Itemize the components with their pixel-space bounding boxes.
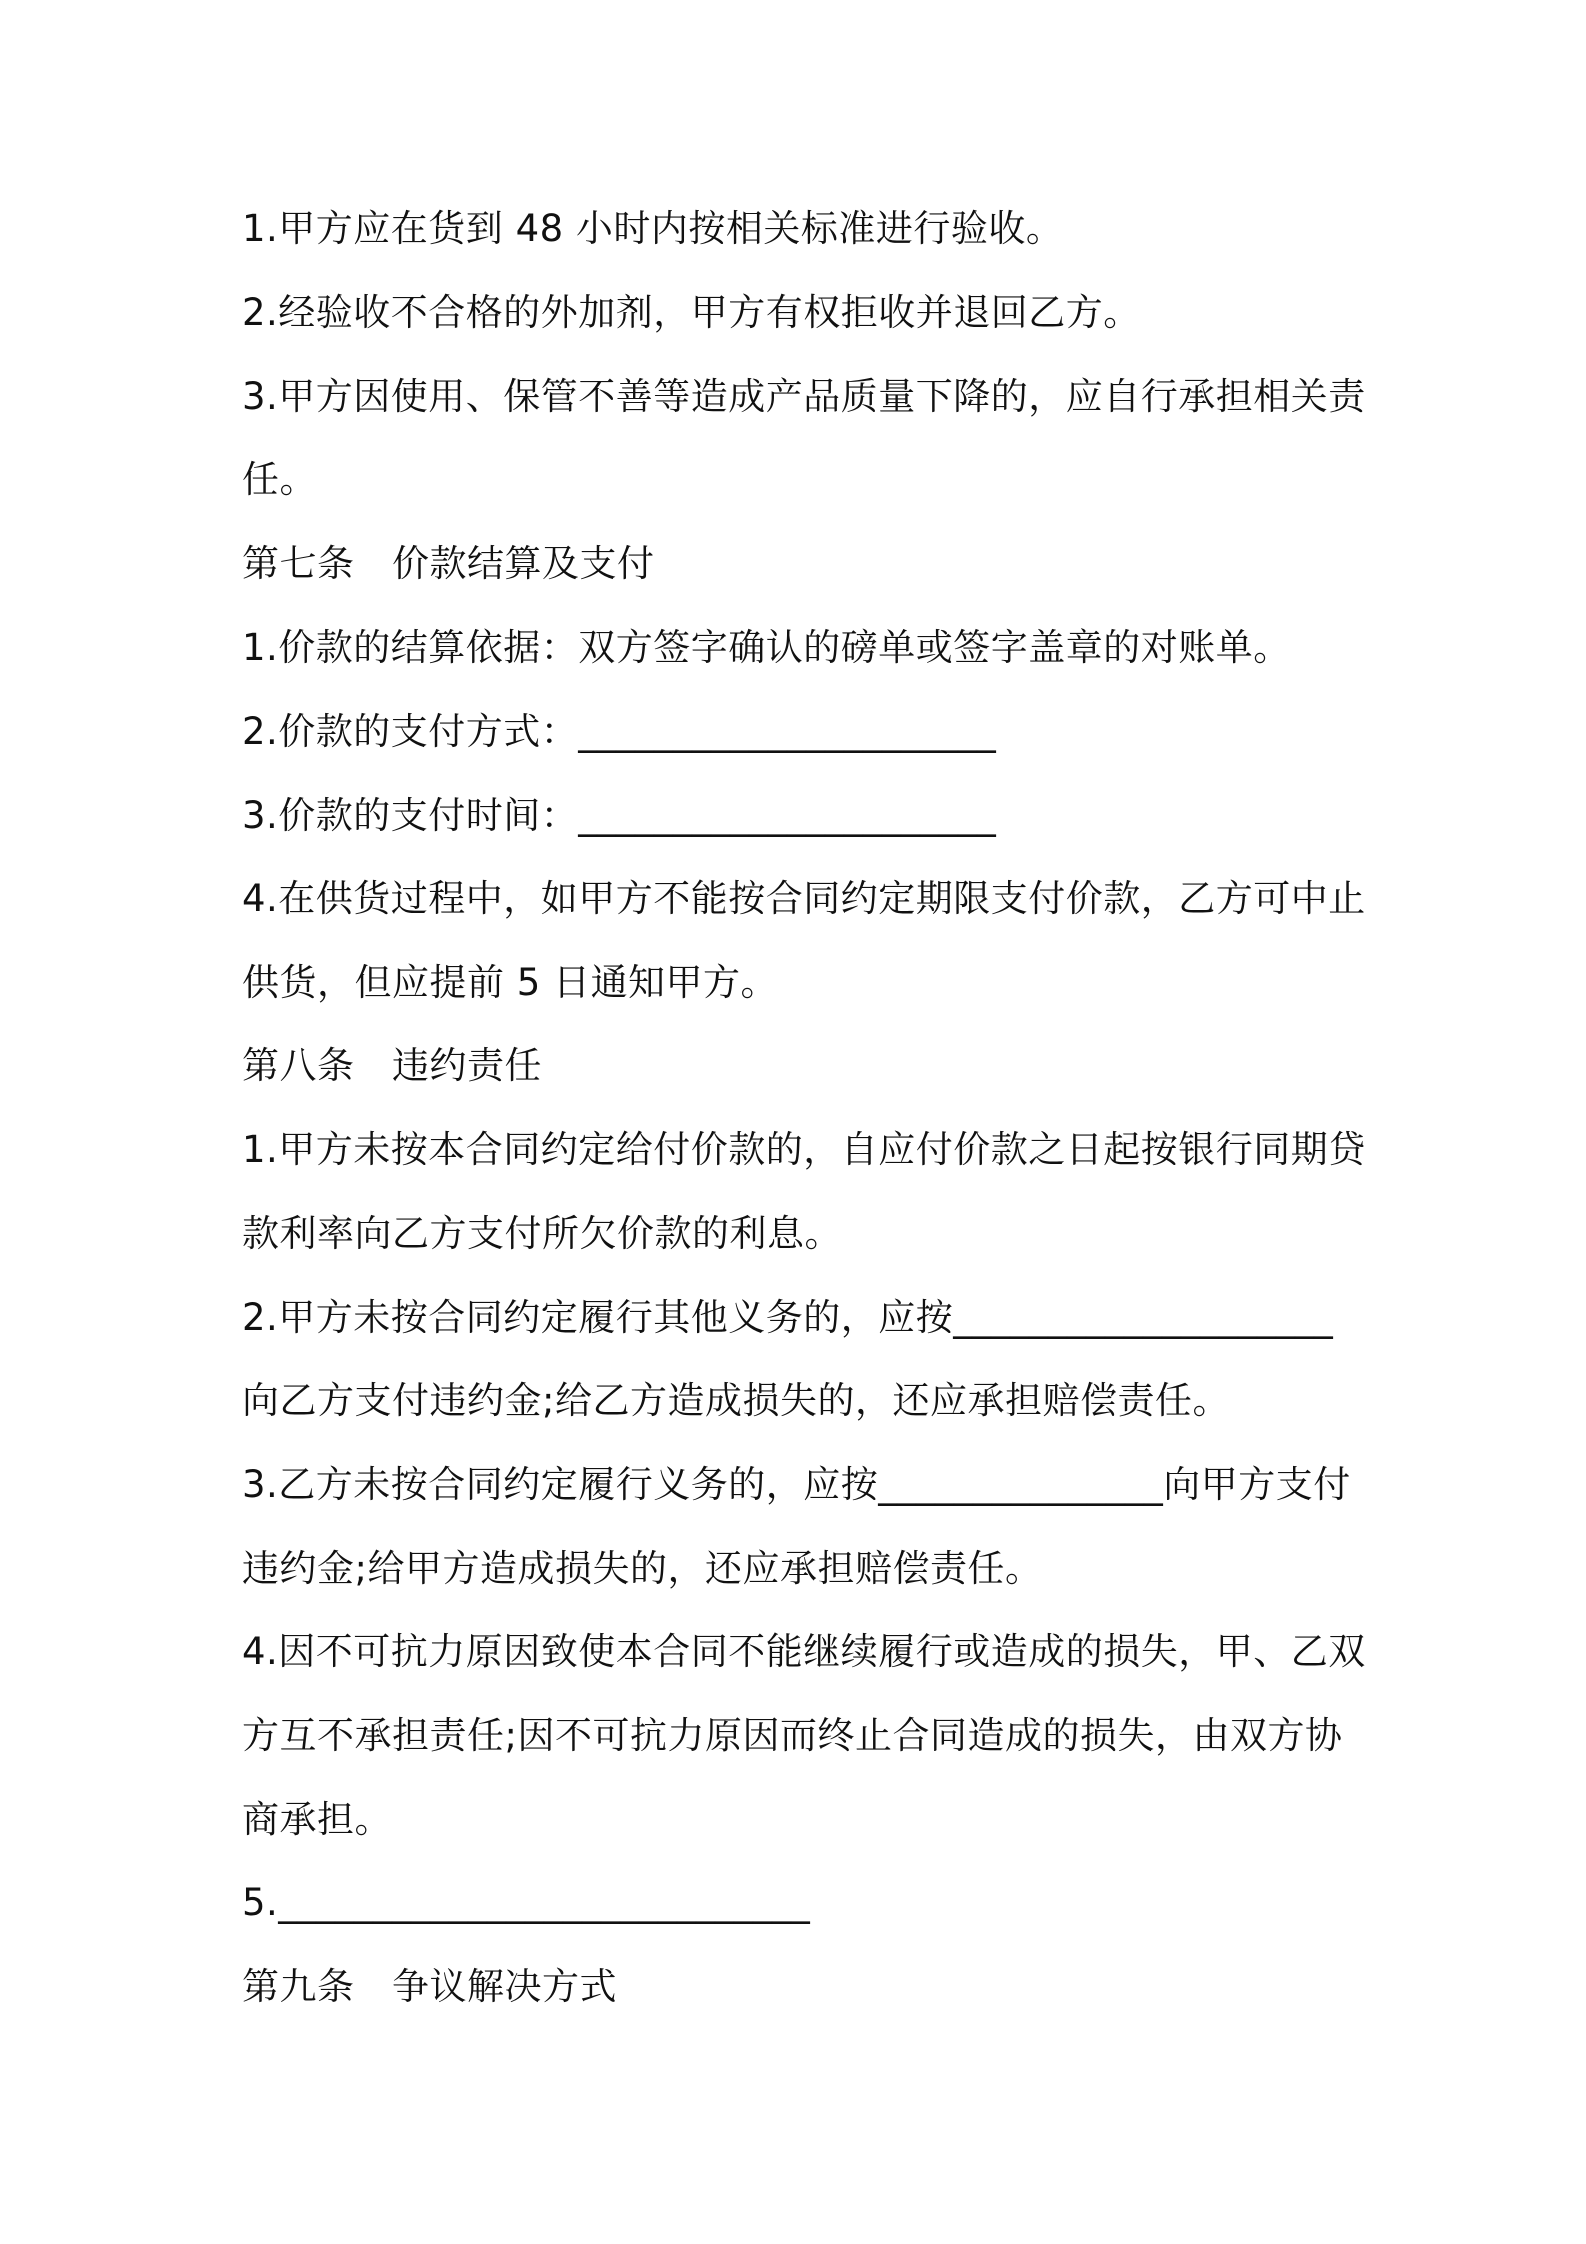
clause-7-item-4-line-1: 4.在供货过程中，如甲方不能按合同约定期限支付价款，乙方可中止 <box>242 877 1366 920</box>
clause-8-item-3-line-1: 3.乙方未按合同约定履行义务的，应按_______________向甲方支付 <box>242 1463 1351 1506</box>
clause-8-item-4-line-1: 4.因不可抗力原因致使本合同不能继续履行或造成的损失，甲、乙双 <box>242 1630 1366 1673</box>
clause-7-item-1: 1.价款的结算依据：双方签字确认的磅单或签字盖章的对账单。 <box>242 626 1291 669</box>
clause-8-item-4-line-3: 商承担。 <box>242 1798 392 1841</box>
clause-8-item-1-line-2: 款利率向乙方支付所欠价款的利息。 <box>242 1212 842 1255</box>
clause-6-item-3-line-2: 任。 <box>242 458 317 501</box>
clause-7-item-4-line-2: 供货，但应提前 5 日通知甲方。 <box>242 961 779 1004</box>
clause-8-item-1-line-1: 1.甲方未按本合同约定给付价款的，自应付价款之日起按银行同期贷 <box>242 1128 1366 1171</box>
clause-9-heading: 第九条 争议解决方式 <box>242 1965 617 2008</box>
clause-7-item-2: 2.价款的支付方式：______________________ <box>242 710 997 753</box>
clause-8-item-5: 5.____________________________ <box>242 1881 811 1924</box>
clause-6-item-1: 1.甲方应在货到 48 小时内按相关标准进行验收。 <box>242 207 1064 250</box>
clause-8-item-4-line-2: 方互不承担责任;因不可抗力原因而终止合同造成的损失，由双方协 <box>242 1714 1343 1757</box>
clause-7-item-3: 3.价款的支付时间：______________________ <box>242 794 997 837</box>
clause-6-item-2: 2.经验收不合格的外加剂，甲方有权拒收并退回乙方。 <box>242 291 1141 334</box>
clause-6-item-3-line-1: 3.甲方因使用、保管不善等造成产品质量下降的，应自行承担相关责 <box>242 375 1366 418</box>
clause-8-item-2-line-2: 向乙方支付违约金;给乙方造成损失的，还应承担赔偿责任。 <box>242 1379 1230 1422</box>
clause-7-heading: 第七条 价款结算及支付 <box>242 542 655 585</box>
clause-8-heading: 第八条 违约责任 <box>242 1044 542 1087</box>
clause-8-item-2-line-1: 2.甲方未按合同约定履行其他义务的，应按____________________ <box>242 1296 1334 1339</box>
clause-8-item-3-line-2: 违约金;给甲方造成损失的，还应承担赔偿责任。 <box>242 1547 1043 1590</box>
